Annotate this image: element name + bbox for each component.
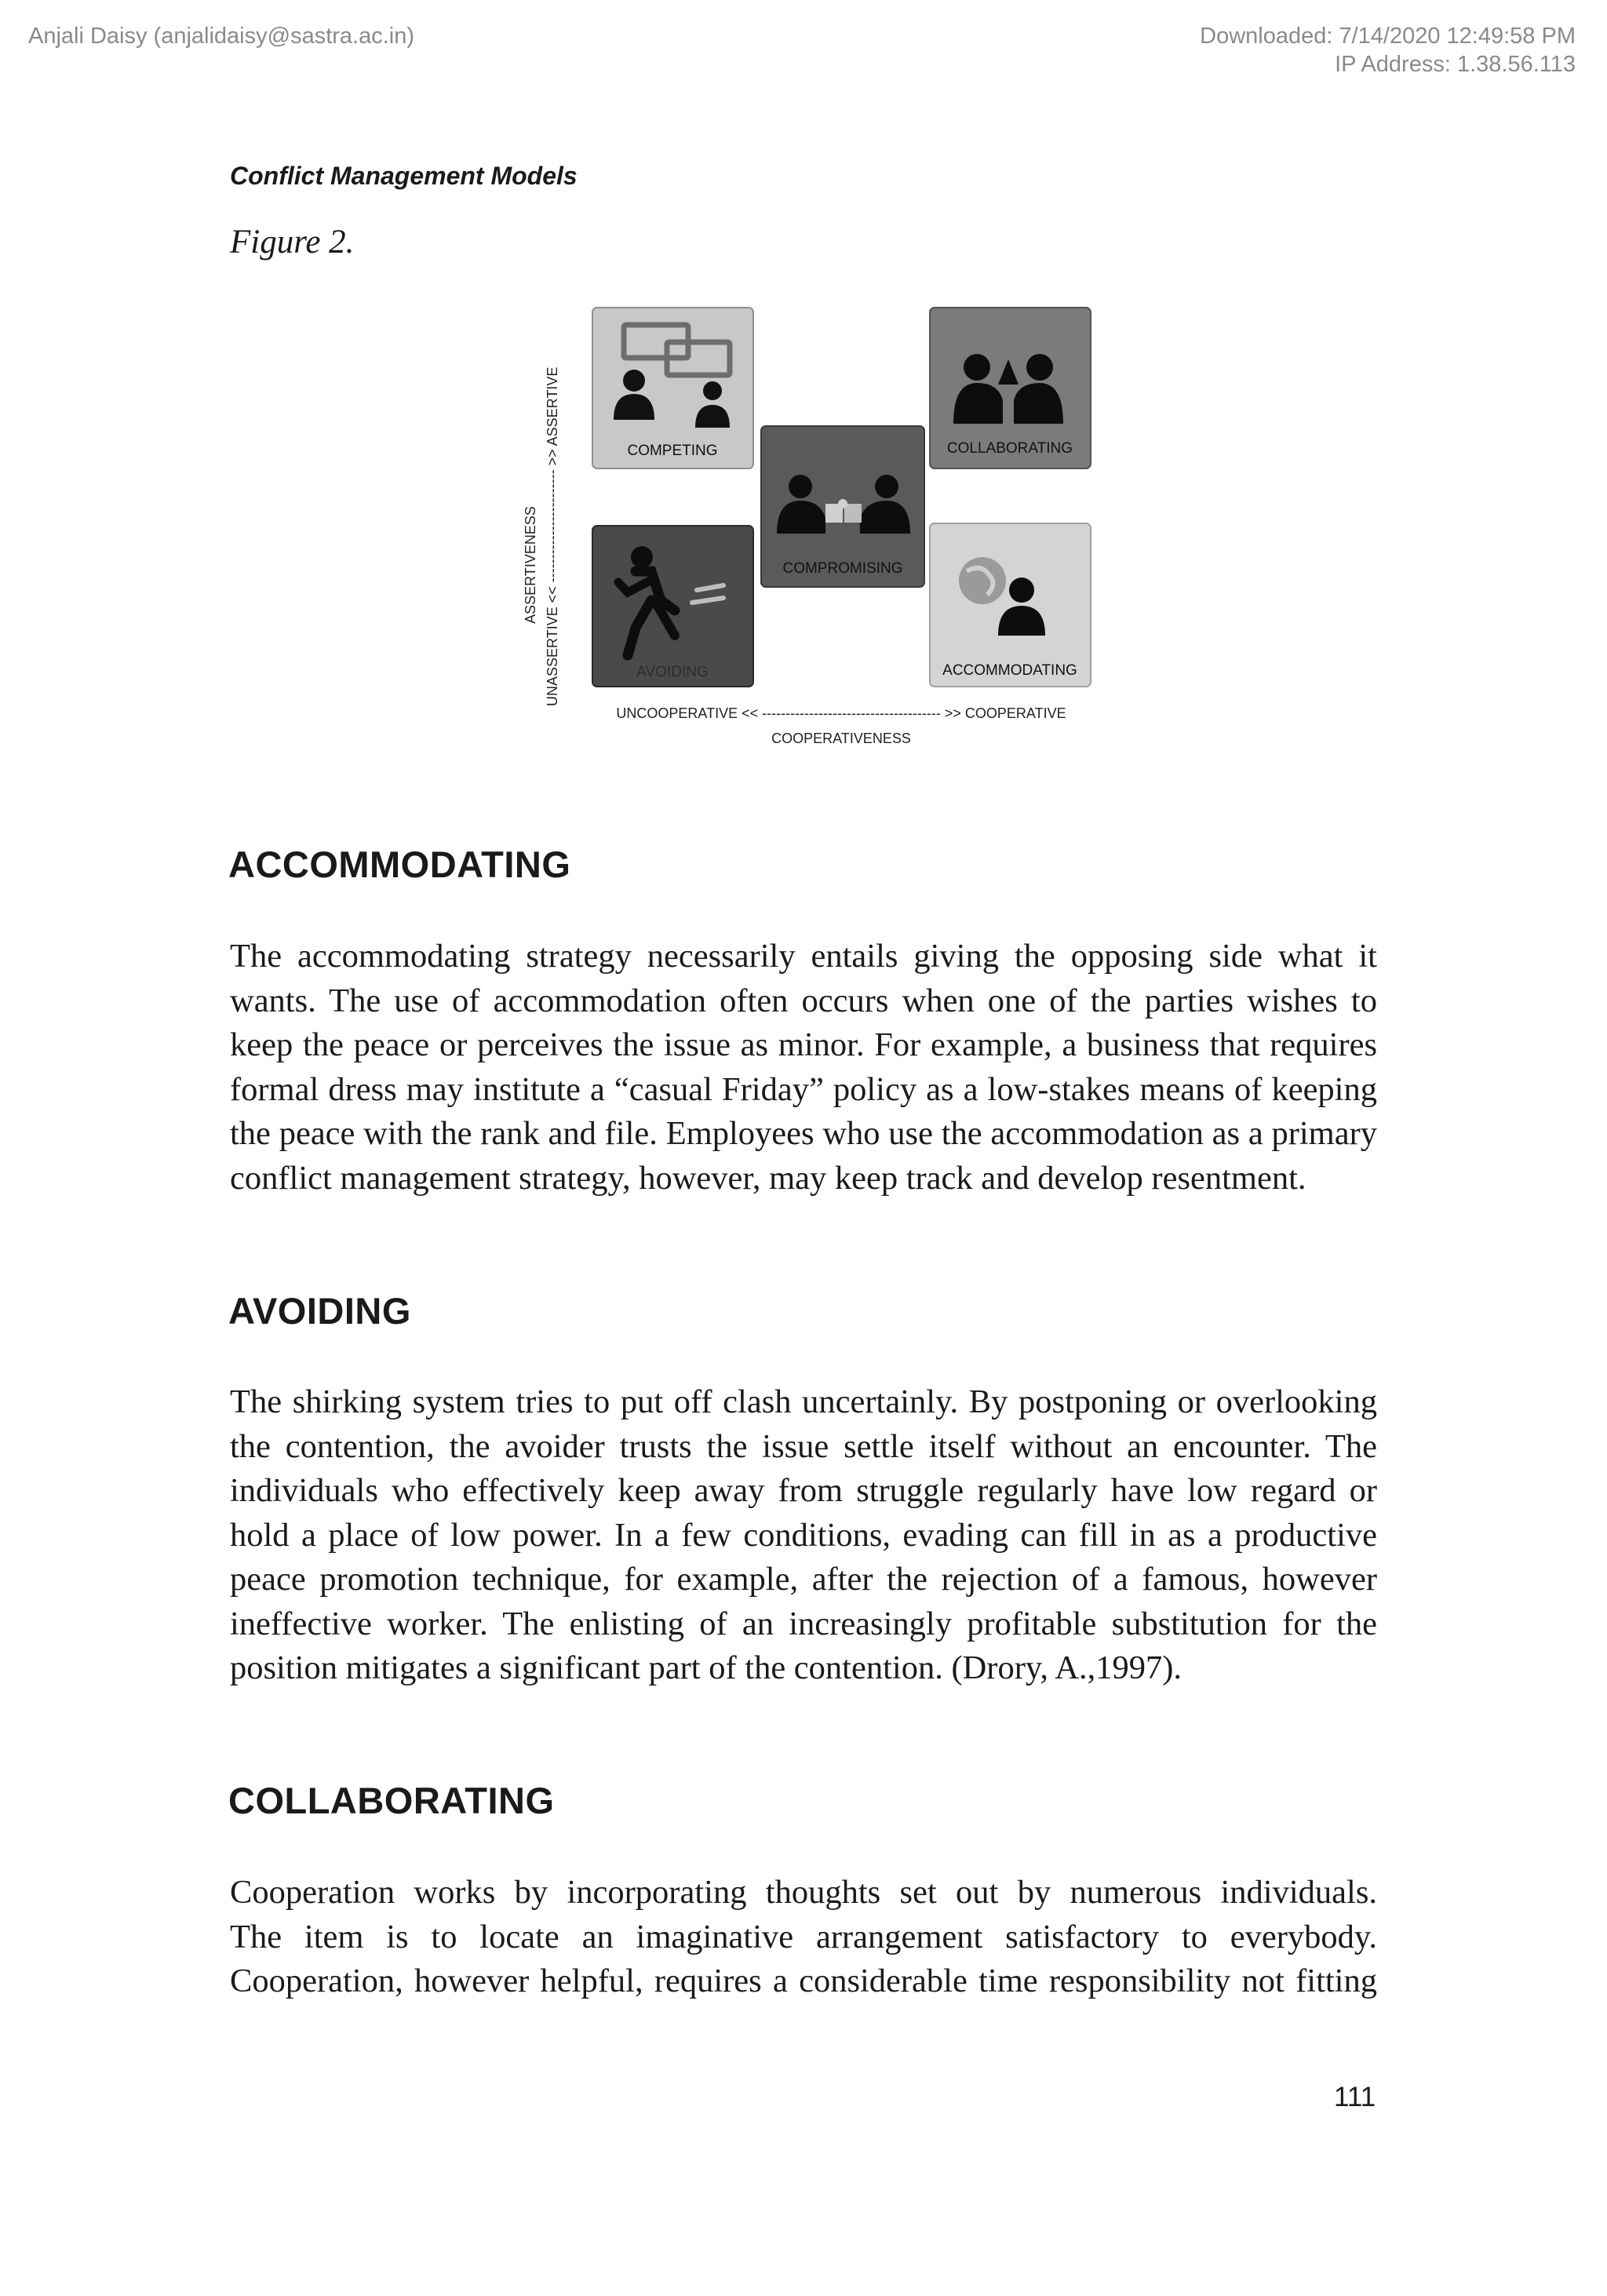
text-line: peace promotion technique, for example, after the rejection of a famous, however — [230, 1561, 1377, 1598]
text-line: The item is to locate an imaginative arrangement satisfactory to everybody. — [230, 1918, 1377, 1955]
text-line: The accommodating strategy necessarily entails giving the opposing side what it — [230, 938, 1377, 975]
running-head: Conflict Management Models — [230, 162, 578, 190]
section-body-accommodating — [230, 935, 1377, 1201]
avoiding-label: AVOIDING — [636, 664, 709, 680]
ip-address: IP Address: 1.38.56.113 — [1335, 52, 1576, 77]
accommodating-label: ACCOMMODATING — [942, 662, 1077, 679]
section-body-collaborating — [230, 1871, 1377, 2004]
section-heading-accommodating: ACCOMMODATING — [228, 844, 571, 885]
section-heading-collaborating: COLLABORATING — [228, 1780, 555, 1821]
user-watermark: Anjali Daisy (anjalidaisy@sastra.ac.in) — [28, 24, 415, 49]
text-line: keep the peace or perceives the issue as minor. For example, a business that requires — [230, 1026, 1377, 1063]
avoiding-tile — [592, 526, 753, 687]
accommodating-tile — [930, 523, 1091, 687]
text-line: the contention, the avoider trusts the issue settle itself without an encounter. The — [230, 1427, 1377, 1465]
compromising-tile — [761, 426, 924, 587]
collaborating-tile — [930, 308, 1091, 468]
x-axis-line: UNCOOPERATIVE << -------------------------------------- >> COOPERATIVE — [616, 705, 1066, 721]
figure-label: Figure 2. — [230, 224, 355, 261]
text-line: ineffective worker. The enlisting of an increasingly profitable substitution for the — [230, 1605, 1377, 1642]
y-axis-caption: ASSERTIVENESS — [523, 506, 538, 624]
competing-label: COMPETING — [627, 443, 718, 459]
download-watermark — [1200, 22, 1576, 78]
text-line: Cooperation works by incorporating thoughts set out by numerous individuals. — [230, 1874, 1377, 1911]
downloaded-timestamp: Downloaded: 7/14/2020 12:49:58 PM — [1200, 24, 1576, 49]
text-line: formal dress may institute a “casual Friday” policy as a low-stakes means of keeping — [230, 1070, 1377, 1108]
x-axis-caption: COOPERATIVENESS — [771, 731, 911, 746]
y-axis-line: UNASSERTIVE << ------------------------ >> ASSERTIVE — [545, 366, 560, 706]
section-heading-avoiding: AVOIDING — [228, 1290, 411, 1332]
competing-tile — [592, 308, 753, 468]
conflict-modes-figure — [518, 298, 1114, 761]
text-line: the peace with the rank and file. Employees who use the accommodation as a primary — [230, 1115, 1377, 1152]
text-line: position mitigates a significant part of the contention. (Drory, A.,1997). — [230, 1649, 1182, 1686]
compromising-label: COMPROMISING — [782, 560, 903, 577]
section-body-avoiding — [230, 1380, 1377, 1691]
text-line: hold a place of low power. In a few conditions, evading can fill in as a productive — [230, 1516, 1377, 1554]
page-number: 111 — [1334, 2082, 1376, 2112]
text-line: The shirking system tries to put off clash uncertainly. By postponing or overlooking — [230, 1383, 1377, 1420]
collaborating-label: COLLABORATING — [946, 440, 1073, 457]
text-line: conflict management strategy, however, may keep track and develop resentment. — [230, 1159, 1306, 1197]
text-line: wants. The use of accommodation often occurs when one of the parties wishes to — [230, 982, 1377, 1019]
text-line: Cooperation, however helpful, requires a considerable time responsibility not fitting — [230, 1963, 1377, 1999]
text-line: individuals who effectively keep away from struggle regularly have low regard or — [230, 1472, 1377, 1509]
